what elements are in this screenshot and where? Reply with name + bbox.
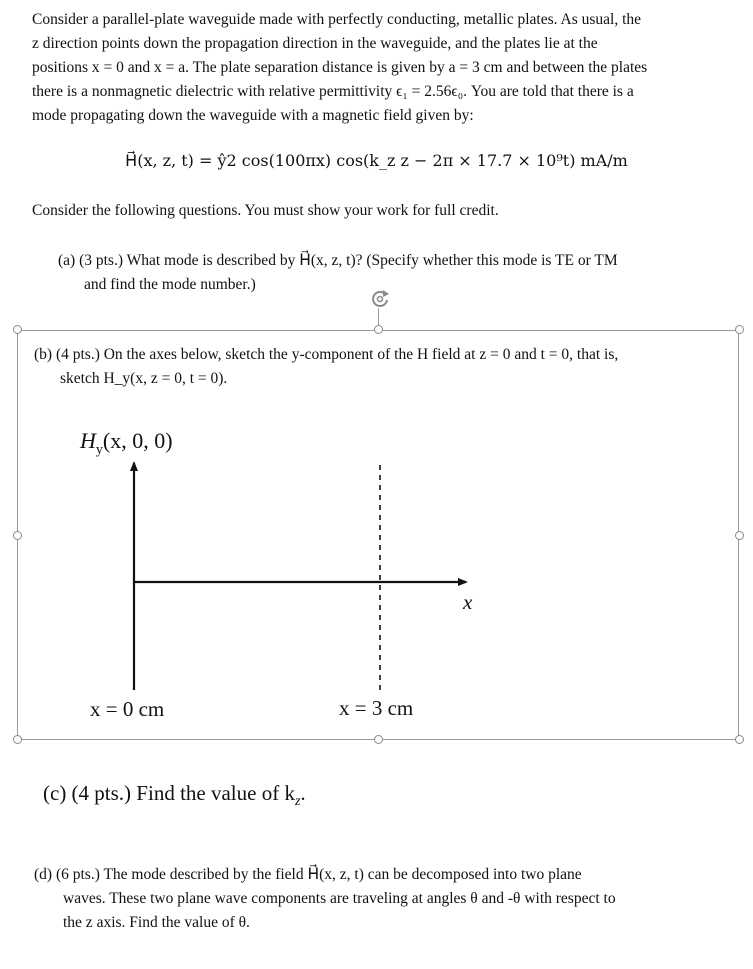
intro-line-4: there is a nonmagnetic dielectric with relative permittivity ϵ₁ = 2.56ϵ₀. You are told that there is a	[32, 83, 634, 100]
label-x-3: x = 3 cm	[339, 696, 414, 720]
field-equation: H⃗(x, z, t) = ŷ2 cos(100πx) cos(k_z z − 2π × 17.7 × 10⁹t) mA/m	[125, 151, 628, 170]
part-a-line-2: and find the mode number.)	[84, 276, 256, 293]
part-b-line-2: sketch H_y(x, z = 0, t = 0).	[60, 370, 228, 387]
intro-line-1: Consider a parallel-plate waveguide made with perfectly conducting, metallic plates. As usual, the	[32, 11, 642, 28]
part-c-sub: z	[294, 794, 301, 810]
intro-line-3: positions x = 0 and x = a. The plate separation distance is given by a = 3 cm and between the plates	[32, 59, 648, 76]
y-label-args: (x, 0, 0)	[102, 428, 173, 453]
part-c-end: .	[300, 781, 306, 805]
label-x-0: x = 0 cm	[90, 697, 165, 721]
part-c	[43, 781, 306, 810]
part-d-line-1: (d) (6 pts.) The mode described by the field H⃗(x, z, t) can be decomposed into two plane	[34, 866, 582, 883]
part-a-line-1: (a) (3 pts.) What mode is described by H⃗(x, z, t)? (Specify whether this mode is TE or TM	[58, 252, 618, 269]
y-label-sub: y	[95, 442, 103, 458]
y-axis-label	[80, 428, 173, 458]
part-b-line-1: (b) (4 pts.) On the axes below, sketch the y-component of the H field at z = 0 and t = 0, that is,	[34, 346, 619, 363]
intro-line-2: z direction points down the propagation direction in the waveguide, and the plates lie at the	[32, 35, 598, 52]
part-d-line-3: the z axis. Find the value of θ.	[63, 914, 250, 931]
part-d	[34, 863, 722, 935]
intro-line-5: mode propagating down the waveguide with a magnetic field given by:	[32, 107, 474, 124]
x-axis-label: x	[463, 590, 473, 614]
part-d-line-2: waves. These two plane wave components are traveling at angles θ and -θ with respect to	[63, 890, 616, 907]
part-c-text: (c) (4 pts.) Find the value of k	[43, 781, 295, 805]
y-label-main: H	[80, 428, 96, 453]
instructions: Consider the following questions. You must show your work for full credit.	[32, 202, 499, 219]
